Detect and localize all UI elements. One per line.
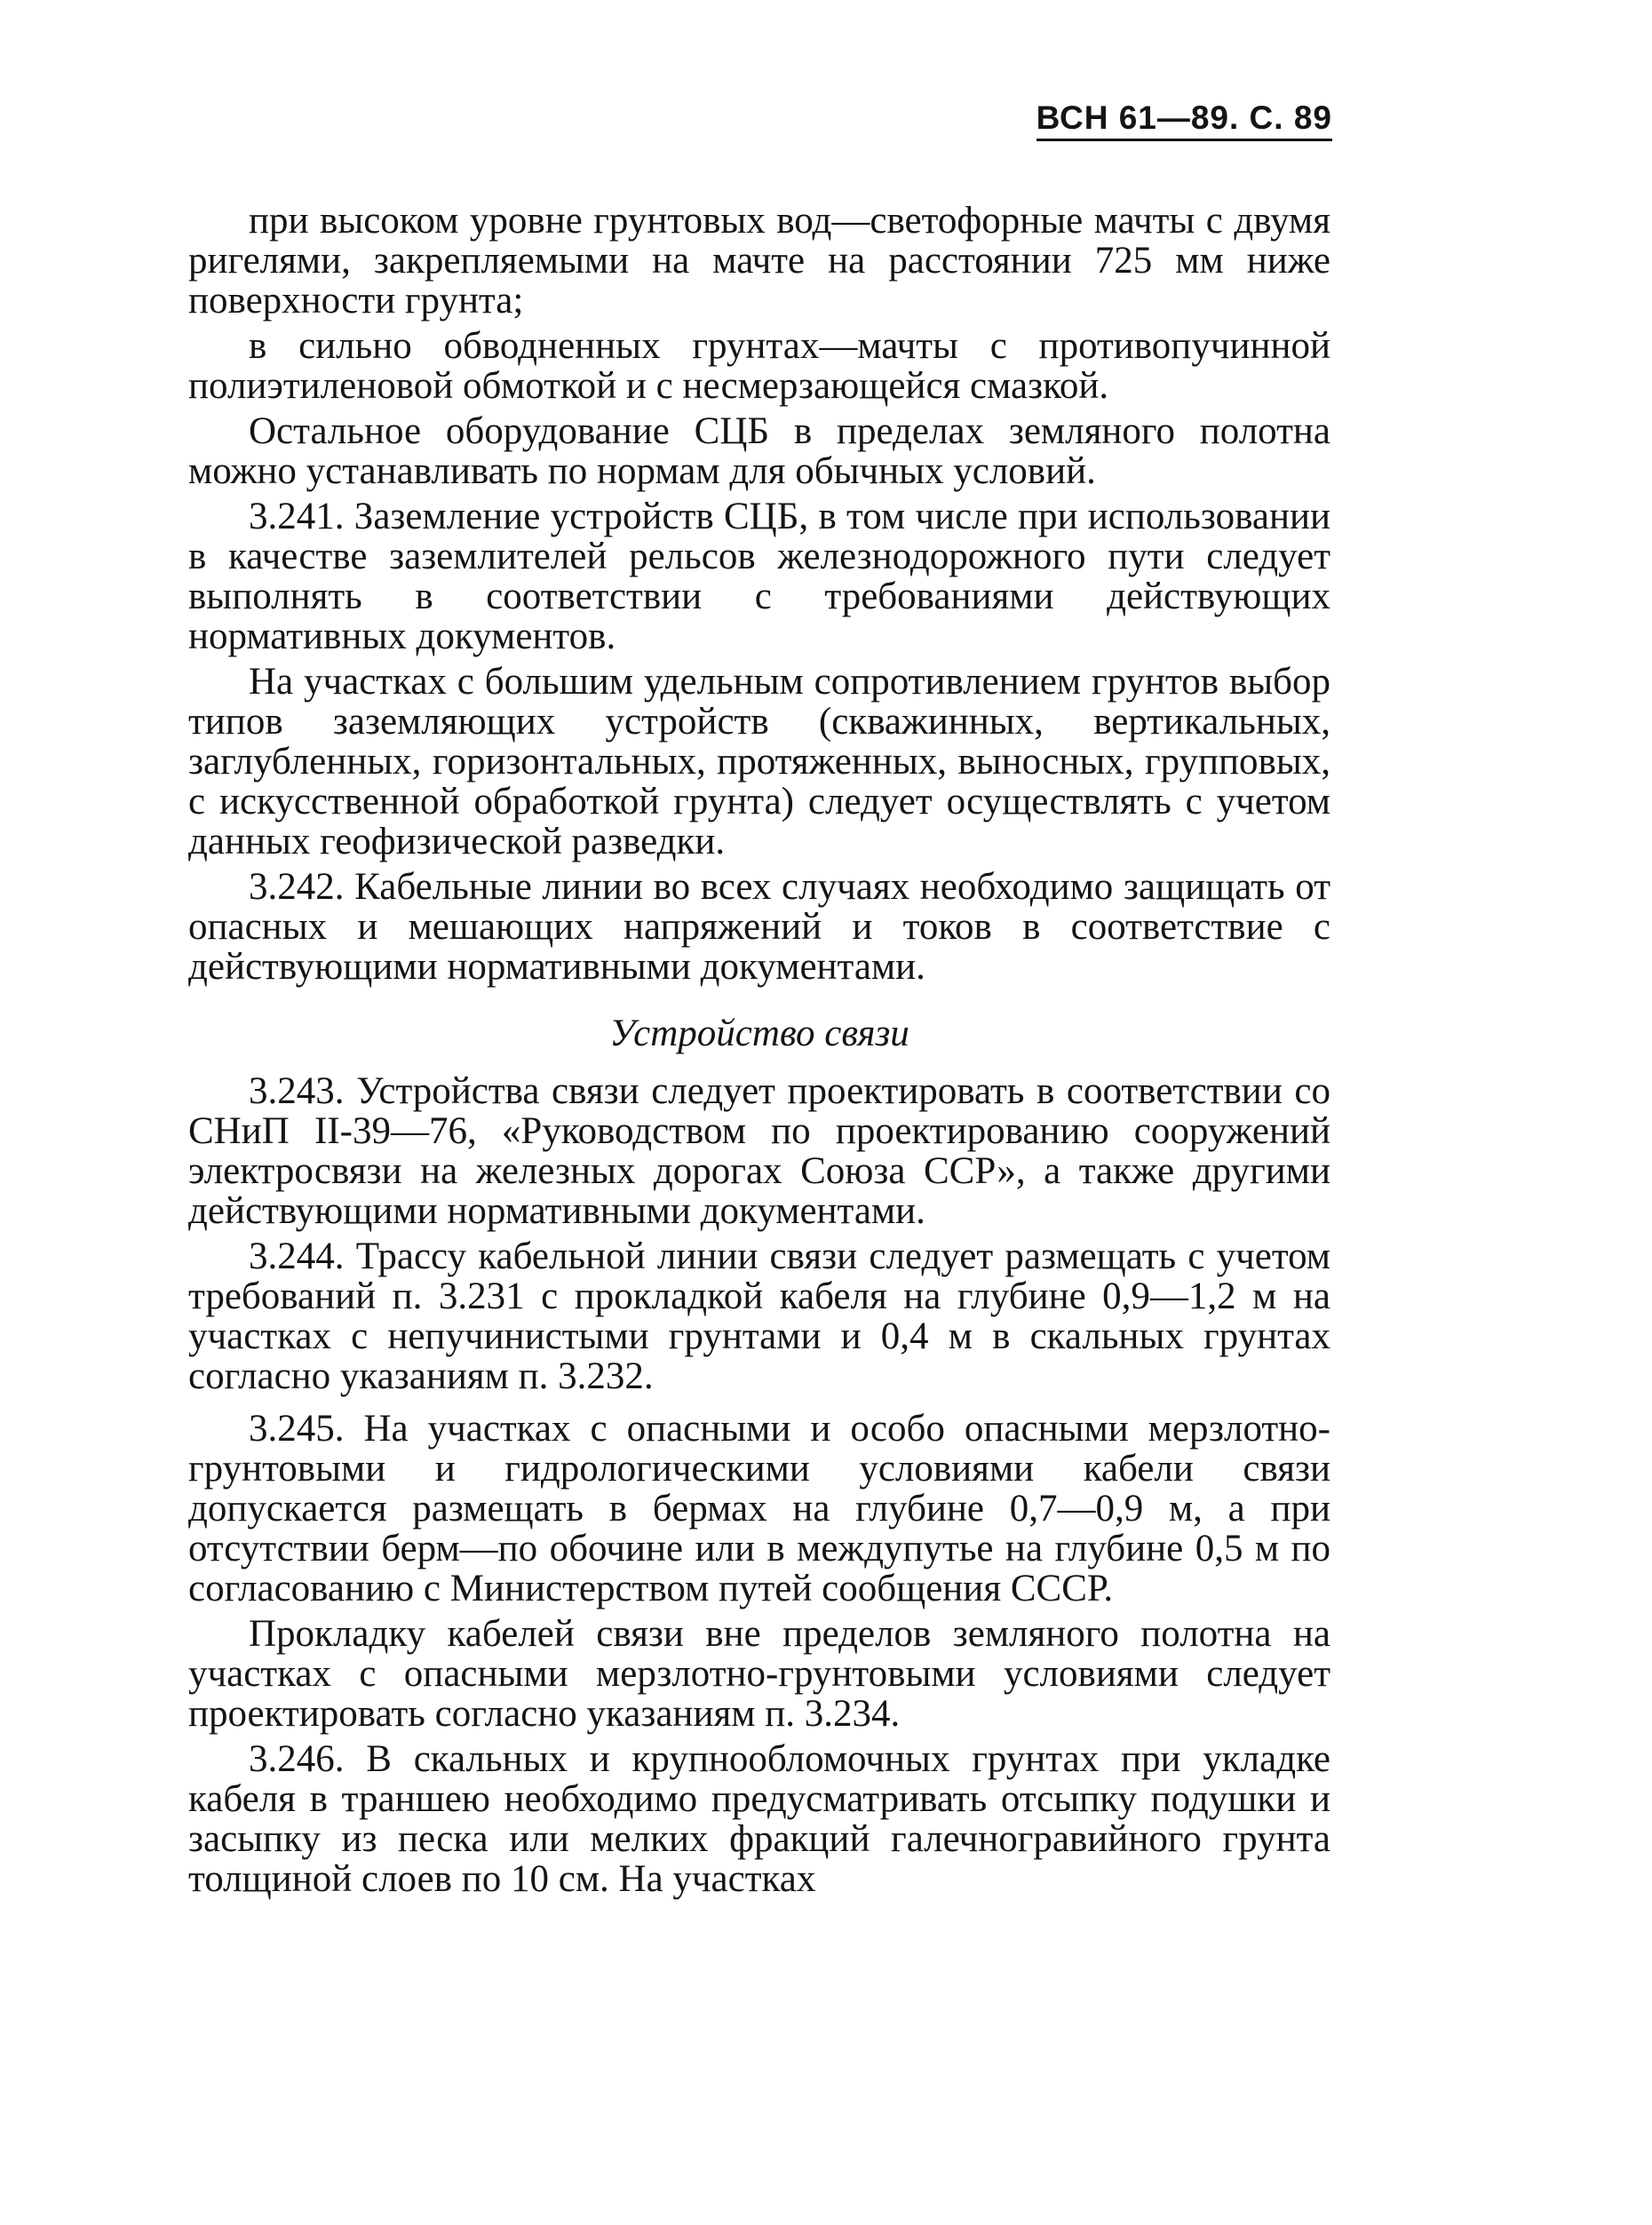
paragraph: в сильно обводненных грунтах—мачты с противопучинной полиэтиленовой обмоткой и с несмерзающейся смазкой. bbox=[188, 325, 1330, 407]
paragraph: 3.246. В скальных и крупнообломочных грунтах при укладке кабеля в траншею необходимо предусматривать отсыпку подушки и засыпку из песка или мелких фракций галечногравийного грунта толщиной слоев по 10 см. На участках bbox=[188, 1738, 1330, 1900]
paragraph: при высоком уровне грунтовых вод—светофорные мачты с двумя ригелями, закрепляемыми на мачте на расстоянии 725 мм ниже поверхности грунта; bbox=[188, 200, 1330, 322]
page-header: ВСН 61—89. С. 89 bbox=[1036, 100, 1332, 141]
paragraph: 3.242. Кабельные линии во всех случаях необходимо защищать от опасных и мешающих напряжений и токов в соответствие с действующими нормативными документами. bbox=[188, 866, 1330, 988]
paragraph: Остальное оборудование СЦБ в пределах земляного полотна можно устанавливать по нормам для обычных условий. bbox=[188, 410, 1330, 492]
paragraph: 3.244. Трассу кабельной линии связи следует размещать с учетом требований п. 3.231 с прокладкой кабеля на глубине 0,9—1,2 м на участках с непучинистыми грунтами и 0,4 м в скальных грунтах согласно указаниям п. 3.232. bbox=[188, 1236, 1330, 1397]
paragraph: 3.245. На участках с опасными и особо опасными мерзлотно-грунтовыми и гидрологическими условиями кабели связи допускается размещать в бермах на глубине 0,7—0,9 м, а при отсутствии берм—по обочине или в междупутье на глубине 0,5 м по согласованию с Министерством путей сообщения СССР. bbox=[188, 1408, 1330, 1609]
paragraph: 3.243. Устройства связи следует проектировать в соответствии со СНиП II-39—76, «Руководством по проектированию сооружений электросвязи на железных дорогах Союза ССР», а также другими действующими нормативными документами. bbox=[188, 1070, 1330, 1232]
paragraph: Прокладку кабелей связи вне пределов земляного полотна на участках с опасными мерзлотно-грунтовыми условиями следует проектировать согласно указаниям п. 3.234. bbox=[188, 1613, 1330, 1735]
section-title: Устройство связи bbox=[609, 1013, 909, 1054]
document-body bbox=[188, 201, 1330, 1904]
paragraph: 3.241. Заземление устройств СЦБ, в том числе при использовании в качестве заземлителей рельсов железнодорожного пути следует выполнять в соответствии с требованиями действующих нормативных документов. bbox=[188, 496, 1330, 657]
paragraph: На участках с большим удельным сопротивлением грунтов выбор типов заземляющих устройств (скважинных, вертикальных, заглубленных, горизонтальных, протяженных, выносных, групповых, с искусственной обработкой грунта) следует осуществлять с учетом данных геофизической разведки. bbox=[188, 661, 1330, 862]
